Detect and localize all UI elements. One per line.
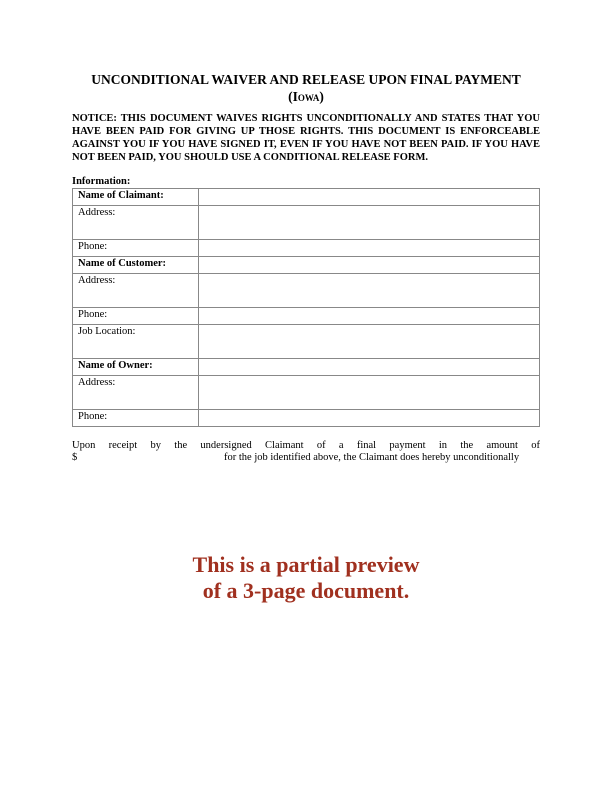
customer-address-field[interactable] [199, 274, 540, 308]
job-location-field[interactable] [199, 325, 540, 359]
claimant-address-label: Address: [73, 206, 199, 240]
paragraph-word: payment [389, 440, 426, 451]
paragraph-line-1 [72, 440, 540, 452]
owner-name-label: Name of Owner: [73, 359, 199, 376]
claimant-address-field[interactable] [199, 206, 540, 240]
customer-phone-label: Phone: [73, 308, 199, 325]
paragraph-word: in [438, 440, 448, 451]
paragraph-word: final [356, 440, 377, 451]
claimant-phone-field[interactable] [199, 240, 540, 257]
paragraph-word: undersigned [200, 440, 252, 451]
paragraph-word: by [150, 440, 161, 451]
paragraph-word: a [338, 440, 344, 451]
paragraph-word: the [174, 440, 188, 451]
paragraph-word: of [531, 440, 540, 451]
paragraph-word: of [316, 440, 326, 451]
preview-line-1: This is a partial preview [192, 552, 420, 577]
paragraph-line-2-text: for the job identified above, the Claimant does hereby unconditionally [224, 452, 520, 463]
payment-paragraph [72, 440, 540, 471]
information-heading: Information: [72, 176, 131, 187]
owner-phone-field[interactable] [199, 410, 540, 427]
claimant-phone-label: Phone: [73, 240, 199, 257]
paragraph-word: amount [486, 440, 518, 451]
preview-line-2: of a 3-page document. [202, 578, 410, 603]
paragraph-word: the [460, 440, 474, 451]
owner-name-field[interactable] [199, 359, 540, 376]
claimant-name-label: Name of Claimant: [73, 189, 199, 206]
preview-notice [0, 552, 612, 604]
customer-name-field[interactable] [199, 257, 540, 274]
paragraph-word: Claimant [265, 440, 304, 451]
owner-address-field[interactable] [199, 376, 540, 410]
dollar-sign: $ [72, 452, 78, 463]
paragraph-line-2 [72, 452, 540, 464]
notice-text: NOTICE: THIS DOCUMENT WAIVES RIGHTS UNCONDITIONALLY AND STATES THAT YOU HAVE BEEN PAID FOR GIVING UP THOSE RIGHTS. THIS DOCUMENT IS ENFORCEABLE AGAINST YOU IF YOU HAVE SIGNED IT, EVEN IF YOU HAVE NOT BEEN PAID. IF YOU HAVE NOT BEEN PAID, YOU SHOULD USE A CONDITIONAL RELEASE FORM. [72, 113, 540, 163]
customer-phone-field[interactable] [199, 308, 540, 325]
state-label: (Iowa) [288, 89, 324, 104]
paragraph-word: receipt [108, 440, 138, 451]
document-title: UNCONDITIONAL WAIVER AND RELEASE UPON FINAL PAYMENT [91, 72, 521, 87]
job-location-label: Job Location: [73, 325, 199, 359]
customer-name-label: Name of Customer: [73, 257, 199, 274]
information-table [72, 188, 540, 427]
owner-address-label: Address: [73, 376, 199, 410]
paragraph-word: Upon [72, 440, 96, 451]
customer-address-label: Address: [73, 274, 199, 308]
claimant-name-field[interactable] [199, 189, 540, 206]
owner-phone-label: Phone: [73, 410, 199, 427]
